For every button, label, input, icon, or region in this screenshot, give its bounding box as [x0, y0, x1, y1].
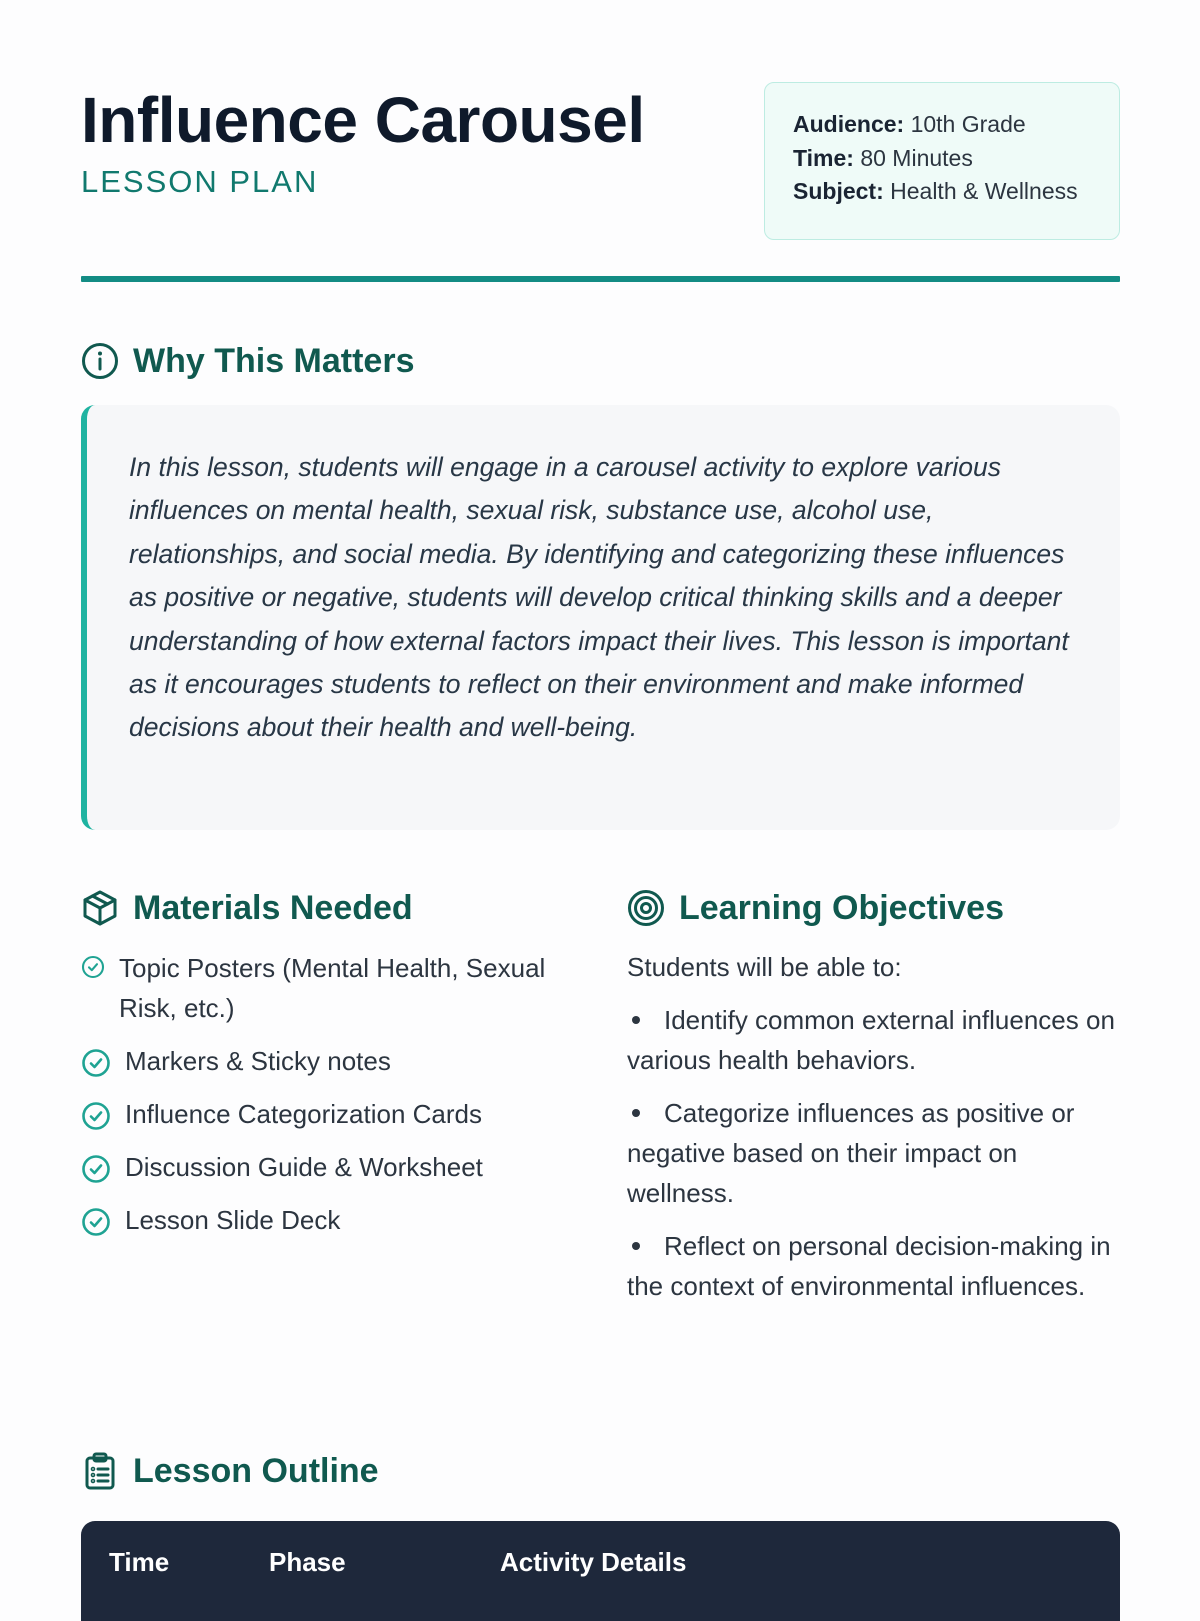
target-icon	[627, 889, 665, 927]
outline-section-header	[81, 1451, 379, 1491]
list-item: Markers & Sticky notes	[81, 1041, 551, 1081]
clipboard-icon	[81, 1452, 119, 1490]
header	[81, 82, 1120, 242]
outline-table-header	[81, 1521, 1120, 1621]
check-circle-icon	[81, 955, 105, 979]
package-icon	[81, 889, 119, 927]
check-circle-icon	[81, 1154, 111, 1184]
objectives-block	[627, 947, 1120, 1319]
list-item: Discussion Guide & Worksheet	[81, 1147, 551, 1187]
why-section-header	[81, 341, 414, 381]
meta-time: Time: 80 Minutes	[793, 144, 973, 171]
check-circle-icon	[81, 1207, 111, 1237]
list-item: Lesson Slide Deck	[81, 1200, 551, 1240]
why-text: In this lesson, students will engage in a carousel activity to explore various influences on mental health, sexual risk, substance use, alcohol use, relationships, and social media. By identifying and categorizing these influences as positive or negative, students will develop critical thinking skills and a deeper understanding of how external factors impact their lives. This lesson is important as it encourages students to reflect on their environment and make informed decisions about their health and well-being.	[129, 452, 1069, 743]
list-item: Identify common external influences on various health behaviors.	[627, 1005, 1115, 1075]
meta-card	[764, 82, 1120, 240]
materials-list	[81, 948, 551, 1253]
page-title: Influence Carousel	[81, 84, 645, 156]
objectives-title: Learning Objectives	[679, 889, 1004, 927]
column-header-time: Time	[109, 1547, 170, 1577]
meta-subject: Subject: Health & Wellness	[793, 178, 1078, 204]
list-item: Topic Posters (Mental Health, Sexual Risk, etc.)	[81, 948, 551, 1028]
column-header-activity: Activity Details	[500, 1547, 687, 1577]
check-circle-icon	[81, 1101, 111, 1131]
list-item: Influence Categorization Cards	[81, 1094, 551, 1134]
why-text-box	[81, 405, 1120, 830]
check-circle-icon	[81, 1048, 111, 1078]
materials-title: Materials Needed	[133, 889, 413, 927]
info-icon	[81, 342, 119, 380]
objectives-section-header	[627, 888, 1004, 928]
page-subtitle: LESSON PLAN	[81, 164, 319, 199]
objectives-list	[627, 1000, 1120, 1306]
why-title: Why This Matters	[133, 342, 415, 380]
list-item: Reflect on personal decision-making in the context of environmental influences.	[627, 1231, 1111, 1301]
header-divider	[81, 276, 1120, 282]
outline-title: Lesson Outline	[133, 1452, 379, 1490]
meta-audience: Audience: 10th Grade	[793, 111, 1026, 137]
list-item: Categorize influences as positive or negative based on their impact on wellness.	[627, 1098, 1075, 1208]
column-header-phase: Phase	[269, 1547, 346, 1577]
materials-section-header	[81, 888, 413, 928]
objectives-intro: Students will be able to:	[627, 952, 902, 982]
